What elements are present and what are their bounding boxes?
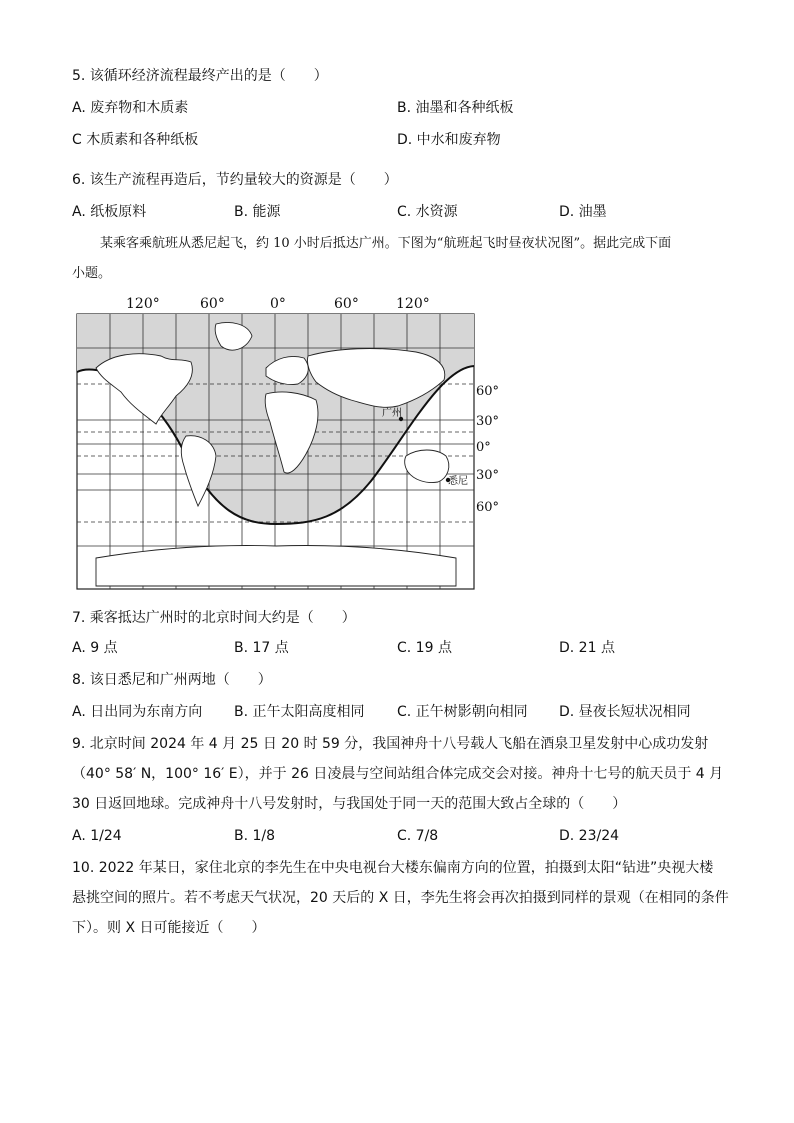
guangzhou-label: 广州	[382, 408, 402, 419]
q9-line-3: 30 日返回地球。完成神舟十八号发射时，与我国处于同一天的范围大致占全球的（ ）	[72, 796, 627, 812]
q5-option-c: C 木质素和各种纸板	[72, 132, 199, 148]
q7-option-a: A. 9 点	[72, 640, 118, 656]
q9-option-c: C. 7/8	[397, 828, 439, 844]
q7-option-d: D. 21 点	[559, 640, 615, 656]
q6-option-d: D. 油墨	[559, 204, 607, 220]
q9-option-a: A. 1/24	[72, 828, 122, 844]
q8-option-a: A. 日出同为东南方向	[72, 704, 203, 720]
intro-line-1: 某乘客乘航班从悉尼起飞，约 10 小时后抵达广州。下图为“航班起飞时昼夜状况图”。据此完成下面	[100, 236, 672, 251]
lon-label-0: 0°	[270, 296, 286, 312]
q8-option-d: D. 昼夜长短状况相同	[559, 704, 691, 720]
lat-label-0: 0°	[476, 440, 491, 455]
antarctica	[96, 546, 456, 587]
q10-line-2: 悬挑空间的照片。若不考虑天气状况，20 天后的 X 日，李先生将会再次拍摄到同样的景观（在相同的条件	[72, 890, 729, 906]
day-night-map	[76, 296, 500, 592]
q8-option-c: C. 正午树影朝向相同	[397, 704, 528, 720]
q6-option-a: A. 纸板原料	[72, 204, 147, 220]
q7-option-b: B. 17 点	[234, 640, 289, 656]
q7-stem: 7. 乘客抵达广州时的北京时间大约是（ ）	[72, 610, 356, 626]
intro-line-2: 小题。	[72, 266, 112, 281]
lon-label-60e: 60°	[334, 296, 359, 312]
lon-label-120w: 120°	[126, 296, 160, 312]
q8-option-b: B. 正午太阳高度相同	[234, 704, 365, 720]
q5-option-b: B. 油墨和各种纸板	[397, 100, 514, 116]
q10-line-3: 下）。则 X 日可能接近（ ）	[72, 920, 266, 936]
lon-label-120e: 120°	[396, 296, 430, 312]
q9-option-d: D. 23/24	[559, 828, 620, 844]
sydney-label: 悉尼	[448, 476, 468, 487]
q9-line-2: （40° 58′ N，100° 16′ E），并于 26 日凌晨与空间站组合体完成交会对接。神舟十七号的航天员于 4 月	[72, 766, 724, 782]
q8-stem: 8. 该日悉尼和广州两地（ ）	[72, 672, 272, 688]
lat-label-60n: 60°	[476, 384, 500, 399]
map-svg	[76, 296, 476, 592]
q7-option-c: C. 19 点	[397, 640, 452, 656]
q10-line-1: 10. 2022 年某日，家住北京的李先生在中央电视台大楼东偏南方向的位置，拍摄到太阳“钻进”央视大楼	[72, 860, 714, 876]
q5-option-a: A. 废弃物和木质素	[72, 100, 189, 116]
lon-label-60w: 60°	[200, 296, 225, 312]
q5-stem: 5. 该循环经济流程最终产出的是（ ）	[72, 68, 328, 84]
q6-option-c: C. 水资源	[397, 204, 458, 220]
q9-line-1: 9. 北京时间 2024 年 4 月 25 日 20 时 59 分，我国神舟十八号载人飞船在酒泉卫星发射中心成功发射	[72, 736, 709, 752]
q6-stem: 6. 该生产流程再造后，节约量较大的资源是（ ）	[72, 172, 398, 188]
q9-option-b: B. 1/8	[234, 828, 276, 844]
lat-label-30n: 30°	[476, 414, 500, 429]
q5-option-d: D. 中水和废弃物	[397, 132, 501, 148]
lat-label-30s: 30°	[476, 468, 500, 483]
q6-option-b: B. 能源	[234, 204, 281, 220]
lat-label-60s: 60°	[476, 500, 500, 515]
